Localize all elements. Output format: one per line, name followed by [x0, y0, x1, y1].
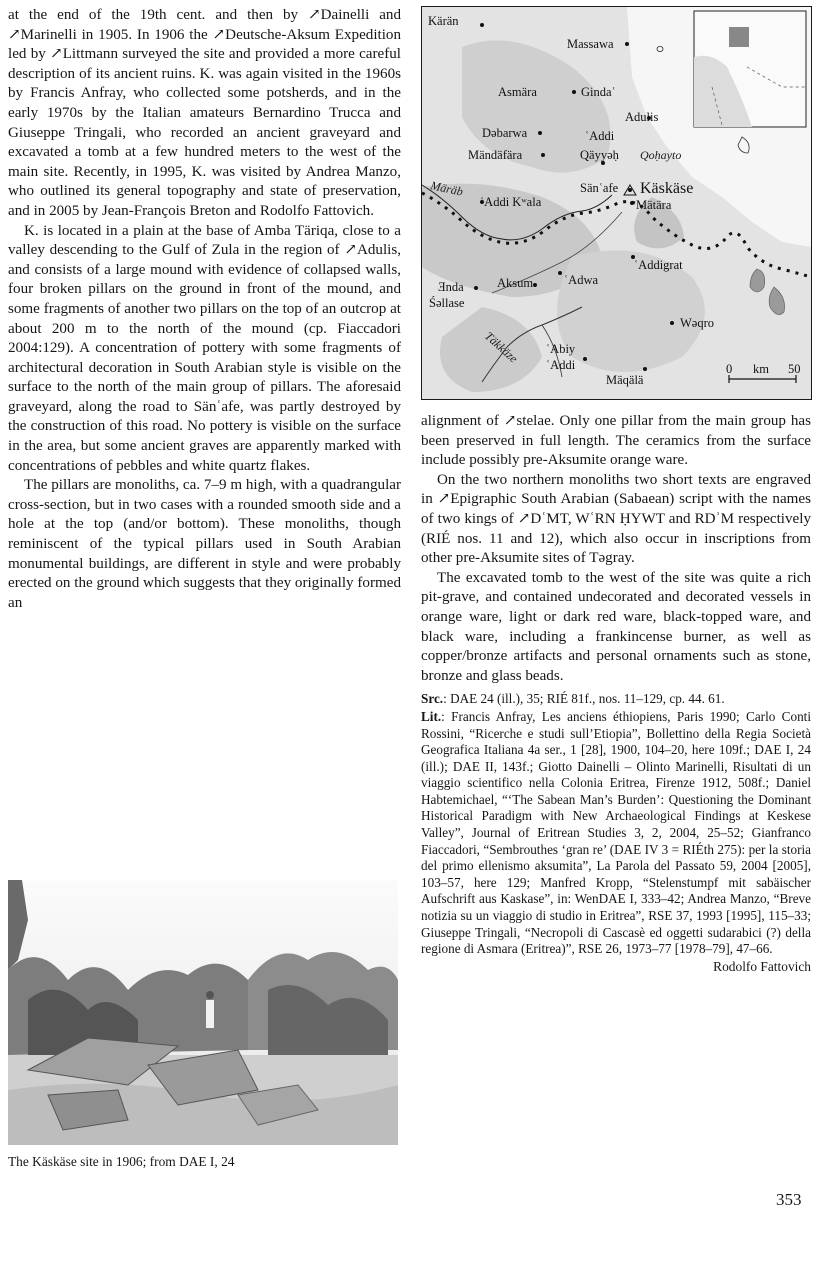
place-label: Käskäse: [640, 180, 694, 197]
place-label: Märäb: [429, 178, 465, 199]
src-text: : DAE 24 (ill.), 35; RIÉ 81f., nos. 11–129, cp. 44. 61.: [443, 691, 725, 707]
scale-label: 0: [726, 362, 733, 376]
place-label: Mätära: [636, 198, 672, 212]
place-label: Mäqälä: [606, 373, 644, 387]
photo-caption: The Käskäse site in 1906; from DAE I, 24: [8, 1154, 235, 1169]
place-label: ʿAdwa: [564, 273, 599, 287]
place-label: Asmära: [498, 85, 537, 99]
scale-label: km: [753, 362, 769, 376]
site-photo: [8, 880, 398, 1145]
place-label: Śəllase: [429, 296, 465, 310]
literature: [421, 709, 811, 958]
paragraph: The pillars are monoliths, ca. 7–9 m high, with a quadrangular cross-section, but in two cases with a rounded smooth side and a hole at the top (and/or bottom). These monoliths, though reminiscent of the typical pillars used in South Arabian monumental buildings, are different in style and were probably erected on the ground which suggests that they originally formed an: [8, 477, 401, 611]
place-label: Sänʿafe: [580, 181, 619, 195]
place-label: Qäyyəḥ: [580, 148, 619, 162]
left-column: [8, 6, 401, 613]
map-graphic: [422, 7, 811, 399]
place-label: ʿAddi Kʷala: [480, 195, 542, 209]
paragraph: The excavated tomb to the west of the site was quite a rich pit-grave, and contained undecorated and decorated vessels in orange ware, light or dark red ware, black-topped ware, and black ware, including a frankincense burner, as well as copper/bronze artifacts and personal ornaments such as stone, bronze and glass beads.: [421, 569, 811, 684]
place-label: Adulis: [625, 110, 659, 124]
photo-graphic: [8, 880, 398, 1145]
lit-text: : Francis Anfray, Les anciens éthiopiens, Paris 1990; Carlo Conti Rossini, “Ricerche e studi sull’Etiopia”, Bollettino della Regia Società Geografica Italiana 4a ser., 1 [28], 1900, 104–20, here 109f.; DAE I, 24 (ill.); DAE II, 143f.; Giotto Dainelli – Olinto Marinelli, Risultati di un viaggio scientifico nella Colonia Eritrea, Firenze 1912, 508f.; Daniel Habtemichael, “‘The Sabean Man’s Burden’: Questioning the Dominant Historical Paradigm with New Archaeological Findings at Keskese Valley”, Journal of Eritrean Studies 3, 2, 2004, 25–52; Gianfranco Fiaccadori, “Sembrouthes ‘gran re’ (DAE IV 3 = RIÉth 275): per la storia del primo ellenismo aksumita”, La Parola del Passato 59, 2004 [2005], 103–57, here 129; Manfred Kropp, “Stelenstumpf mit sabäischer Aufschrift aus Kaskase”, in: WenDAE I, 333–42; Andrea Manzo, “Breve notizia su un viaggio di studio in Eritrea”, RSE 37, 1993 [1995], 115–33; Giuseppe Tringali, “Necropoli di Cascasè ed oggetti sudarabici (?) della regione di Asmara (Eritrea)”, RSE 26, 1973–77 [1978–79], 47–66.: [421, 708, 811, 957]
paragraph: K. is located in a plain at the base of Amba Täriqa, close to a valley descending to the Gulf of Zula in the region of ↗Adulis, and consists of a large mound with evidence of collapsed walls, four broken pillars on the ground in front of the mound, and some fragments of another two pillars on the top of an outcrop at about 200 m to the north of the mound (cp. Fiaccadori 2004:129). A concentration of pottery with some fragments of architectural decoration in South Arabian style is visible on the surface to the north of the main group of pillars. The aforesaid graveyard, along the road to Sänʿafe, was partly destroyed by the construction of this road. No pottery is visible on the surface in the area, but some ancient graves are apparently marked with concentrations of pebbles and white quartz flakes.: [8, 222, 401, 474]
place-label: Dəbarwa: [482, 126, 528, 140]
regional-map: [421, 6, 812, 400]
place-label: Mändäfära: [468, 148, 523, 162]
place-label: ʿAddi: [546, 358, 576, 372]
references: [421, 691, 811, 975]
author-signature: Rodolfo Fattovich: [713, 958, 811, 974]
sources: [421, 691, 811, 708]
page-number: 353: [776, 1190, 802, 1209]
place-label: Aksum: [497, 276, 534, 290]
place-label: Kärän: [428, 14, 459, 28]
place-label: Wəqro: [680, 316, 715, 330]
lit-label: Lit.: [421, 708, 442, 724]
place-label: ʿAddigrat: [634, 258, 683, 272]
place-label: Täkkäze: [481, 328, 521, 366]
place-label: ʿAddi: [585, 129, 615, 143]
src-label: Src.: [421, 691, 444, 707]
right-column: [421, 412, 811, 975]
place-label: Gindaʿ: [581, 85, 616, 99]
paragraph: at the end of the 19th cent. and then by ↗Dainelli and ↗Marinelli in 1905. In 1906 the ↗Deutsche-Aksum Expedition led by ↗Littmann surveyed the site and provided a more careful description of its ancient ruins. K. was again visited in the 1960s by Francis Anfray, who collected some potsherds, and in the early 1970s by the Italian amateurs Bernardino Trucca and Giuseppe Tringali, who recorded an ancient graveyard and excavated a tomb at a few hundred meters to the west of the main site. Recently, in 1995, K. was visited by Andrea Manzo, who outlined its general topography and state of preservation, and in 2005 by Jean-François Breton and Rodolfo Fattovich.: [8, 7, 401, 219]
place-label: Massawa: [567, 37, 614, 51]
place-label: Qoḥayto: [640, 148, 682, 162]
place-label: ʿAbiy: [546, 342, 576, 356]
paragraph: alignment of ↗stelae. Only one pillar from the main group has been preserved in full length. The ceramics from the surface include possibly pre-Aksumite orange ware.: [421, 413, 811, 469]
scale-label: 50: [788, 362, 801, 376]
paragraph: On the two northern monoliths two short texts are engraved in ↗Epigraphic South Arabian (Sabaean) script with the names of two kings of ↗DʿMT, WʿRN ḤYWT and RDʾM respectively (RIÉ nos. 11 and 12), which also occur in inscriptions from other pre-Aksumite sites of Təgray.: [421, 471, 811, 567]
place-label: Ǝnda: [438, 280, 464, 294]
